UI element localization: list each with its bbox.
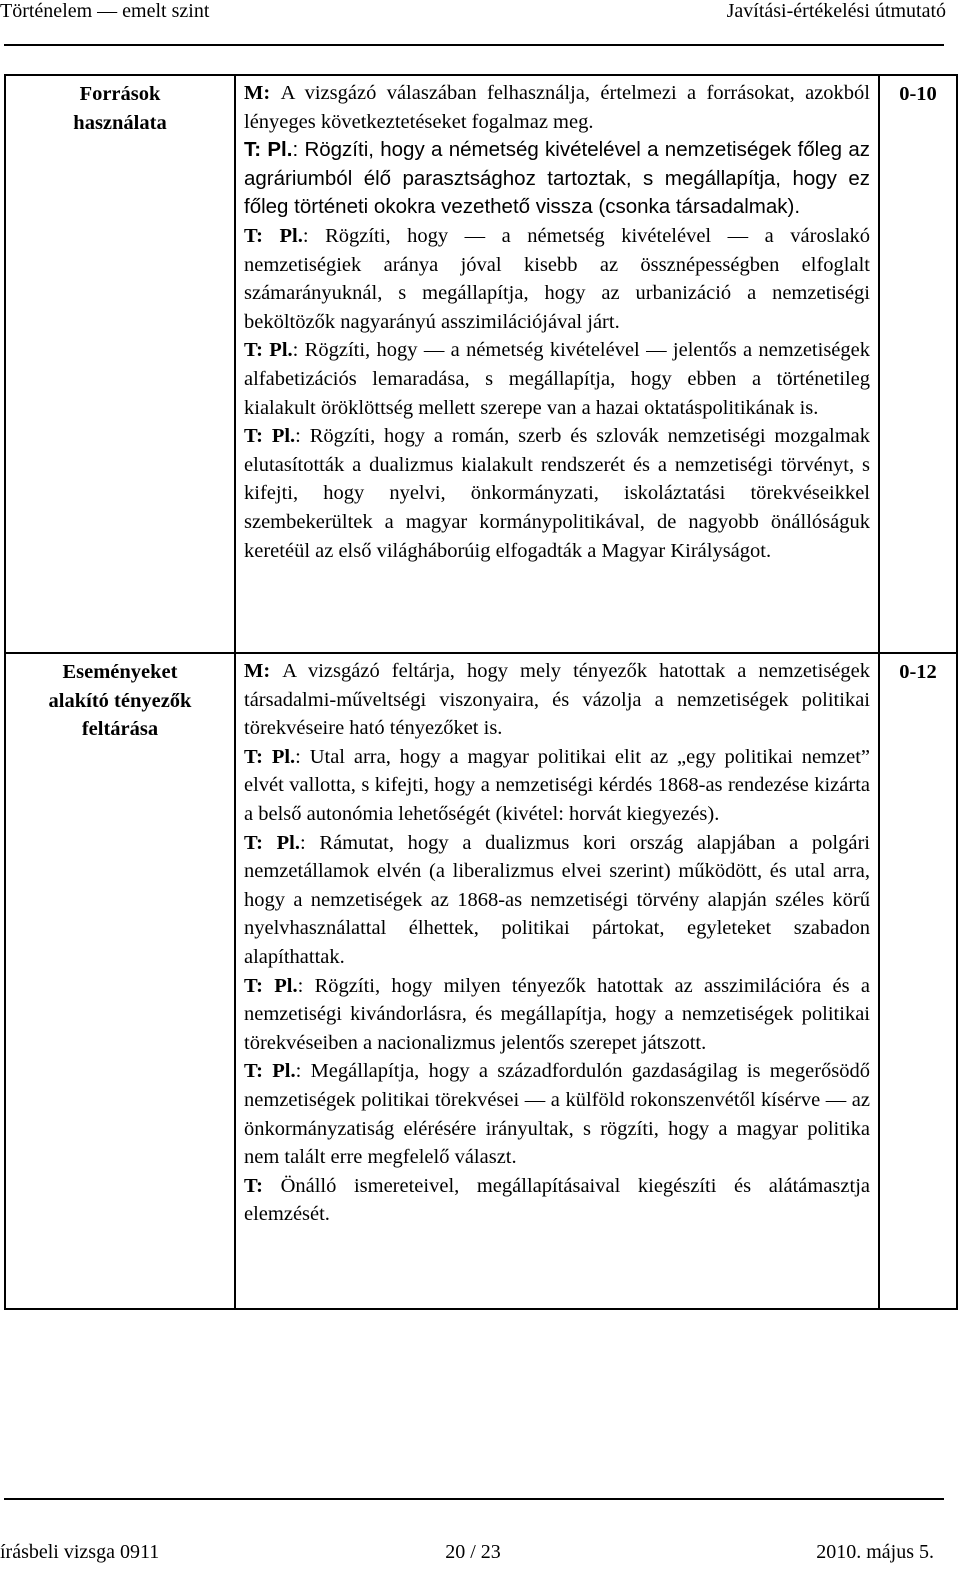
paragraph [244, 222, 870, 336]
paragraph-text: : Rögzíti, hogy — a németség kivételével — jelentős a nemzetiségek alfabetizációs lemaradása, s megállapítja, hogy ebben a történetileg kialakult öröklöttség mellett szerepe van a hazai oktatáspolitikának is. [244, 339, 870, 419]
criterion-label-line: Eseményeket [62, 661, 178, 683]
footer-date: 2010. május 5. [816, 1541, 934, 1563]
score-range: 0-12 [879, 653, 957, 1309]
paragraph-text: : Rögzíti, hogy a román, szerb és szlovák nemzetiségi mozgalmak elutasították a dualizmus kialakult rendszerét és a nemzetiségi törvényt, s kifejti, hogy nyelvi, önkormányzati, iskoláztatási törekvéseikkel szembekerültek a magyar kormánypolitikával, de nagyobb önállóságuk keretéül az első világháborúig elfogadták a Magyar Királyságot. [244, 425, 871, 562]
paragraph-prefix: T: Pl. [244, 138, 293, 162]
paragraph-text: A vizsgázó válaszában felhasználja, értelmezi a forrásokat, azokból lényeges következtetéseket fogalmaz meg. [244, 82, 870, 133]
paragraph [244, 657, 870, 743]
paragraph [244, 1057, 870, 1171]
table-row [5, 653, 957, 1309]
paragraph-prefix: T: Pl. [244, 339, 293, 362]
score-range: 0-10 [879, 75, 957, 653]
criterion-label [5, 75, 235, 653]
table-row [5, 75, 957, 653]
criterion-description [235, 653, 879, 1309]
criterion-description [235, 75, 879, 653]
criterion-label [5, 653, 235, 1309]
paragraph [244, 422, 870, 565]
paragraph [244, 136, 870, 222]
paragraph-text: : Rögzíti, hogy a németség kivételével a nemzetiségek főleg az agráriumból élő parasztsághoz tartoztak, s megállapítja, hogy ez főleg történeti okokra vezethető vissza (csonka társadalmak). [244, 138, 870, 219]
criterion-label-line: alakító tényezők [48, 689, 192, 712]
paragraph-text: Önálló ismereteivel, megállapításaival kiegészíti és alátámasztja elemzését. [244, 1174, 870, 1226]
header-divider [4, 44, 944, 46]
footer-divider [4, 1498, 944, 1500]
paragraph-text: A vizsgázó feltárja, hogy mely tényezők hatottak a nemzetiségek társadalmi-műveltségi viszonyaira, és vázolja a nemzetiségek politikai törekvéseire ható tényezőket is. [244, 660, 870, 740]
paragraph-prefix: T: Pl. [244, 745, 296, 768]
paragraph [244, 972, 870, 1058]
paragraph [244, 829, 870, 972]
paragraph [244, 79, 870, 136]
paragraph-prefix: T: Pl. [244, 425, 296, 448]
paragraph-prefix: T: Pl. [244, 974, 298, 997]
paragraph-text: : Rögzíti, hogy milyen tényezők hatottak az asszimilációra és a nemzetiségi kivándorlásra, és megállapítja, hogy a nemzetiségek politikai törekvéseiben a nacionalizmus jelentős szerepet játszott. [244, 974, 870, 1054]
paragraph-prefix: M: [244, 82, 281, 104]
paragraph-prefix: T: Pl. [244, 831, 301, 854]
page-footer [0, 1541, 946, 1571]
criterion-label-line: használata [73, 111, 167, 134]
paragraph-text: : Utal arra, hogy a magyar politikai elit az „egy politikai nemzet” elvét vallotta, s kifejti, hogy a nemzetiségi kérdés 1868-as rendezése kizárta a belső autonómia lehetőségét (kivétel: horvát kiegyezés). [244, 745, 870, 825]
page-header [0, 0, 946, 44]
criteria-table [4, 74, 958, 1310]
paragraph-prefix: T: Pl. [244, 224, 303, 247]
footer-exam-code: írásbeli vizsga 0911 [0, 1541, 160, 1563]
paragraph-text: : Megállapítja, hogy a századfordulón gazdaságilag is megerősödő nemzetiségek politikai törekvései — a külföld rokonszenvétől kísérve — az önkormányzatiság elérésére irányultak, s rögzíti, hogy a magyar politika nem talált erre megfelelő választ. [244, 1060, 871, 1169]
criterion-label-line: feltárása [81, 718, 159, 741]
header-subject: Történelem — emelt szint [0, 0, 210, 22]
paragraph-prefix: M: [244, 660, 283, 682]
footer-page-number: 20 / 23 [445, 1541, 501, 1563]
paragraph [244, 336, 870, 422]
criterion-label-line: Források [79, 83, 161, 105]
paragraph [244, 1172, 870, 1229]
paragraph-text: : Rögzíti, hogy — a németség kivételével — a városlakó nemzetiségiek aránya jóval kisebb az össznépességben elfoglalt számarányuknál, s megállapítja, hogy az urbanizáció a nemzetiségi beköltözők nagyarányú asszimilációjával járt. [244, 224, 871, 333]
paragraph [244, 743, 870, 829]
paragraph-prefix: T: Pl. [244, 1060, 296, 1083]
paragraph-text: : Rámutat, hogy a dualizmus kori ország alapjában a polgári nemzetállamok elvén (a liberalizmus elvei szerint) működött, és utal arra, hogy a nemzetiségek az 1868-as nemzetiségi törvény alapján széles körű nyelvhasználattal élhettek, politikai pártokat, egyleteket szabadon alapíthattak. [244, 831, 870, 968]
header-guide-title: Javítási-értékelési útmutató [726, 0, 946, 22]
paragraph-prefix: T: [244, 1174, 281, 1197]
